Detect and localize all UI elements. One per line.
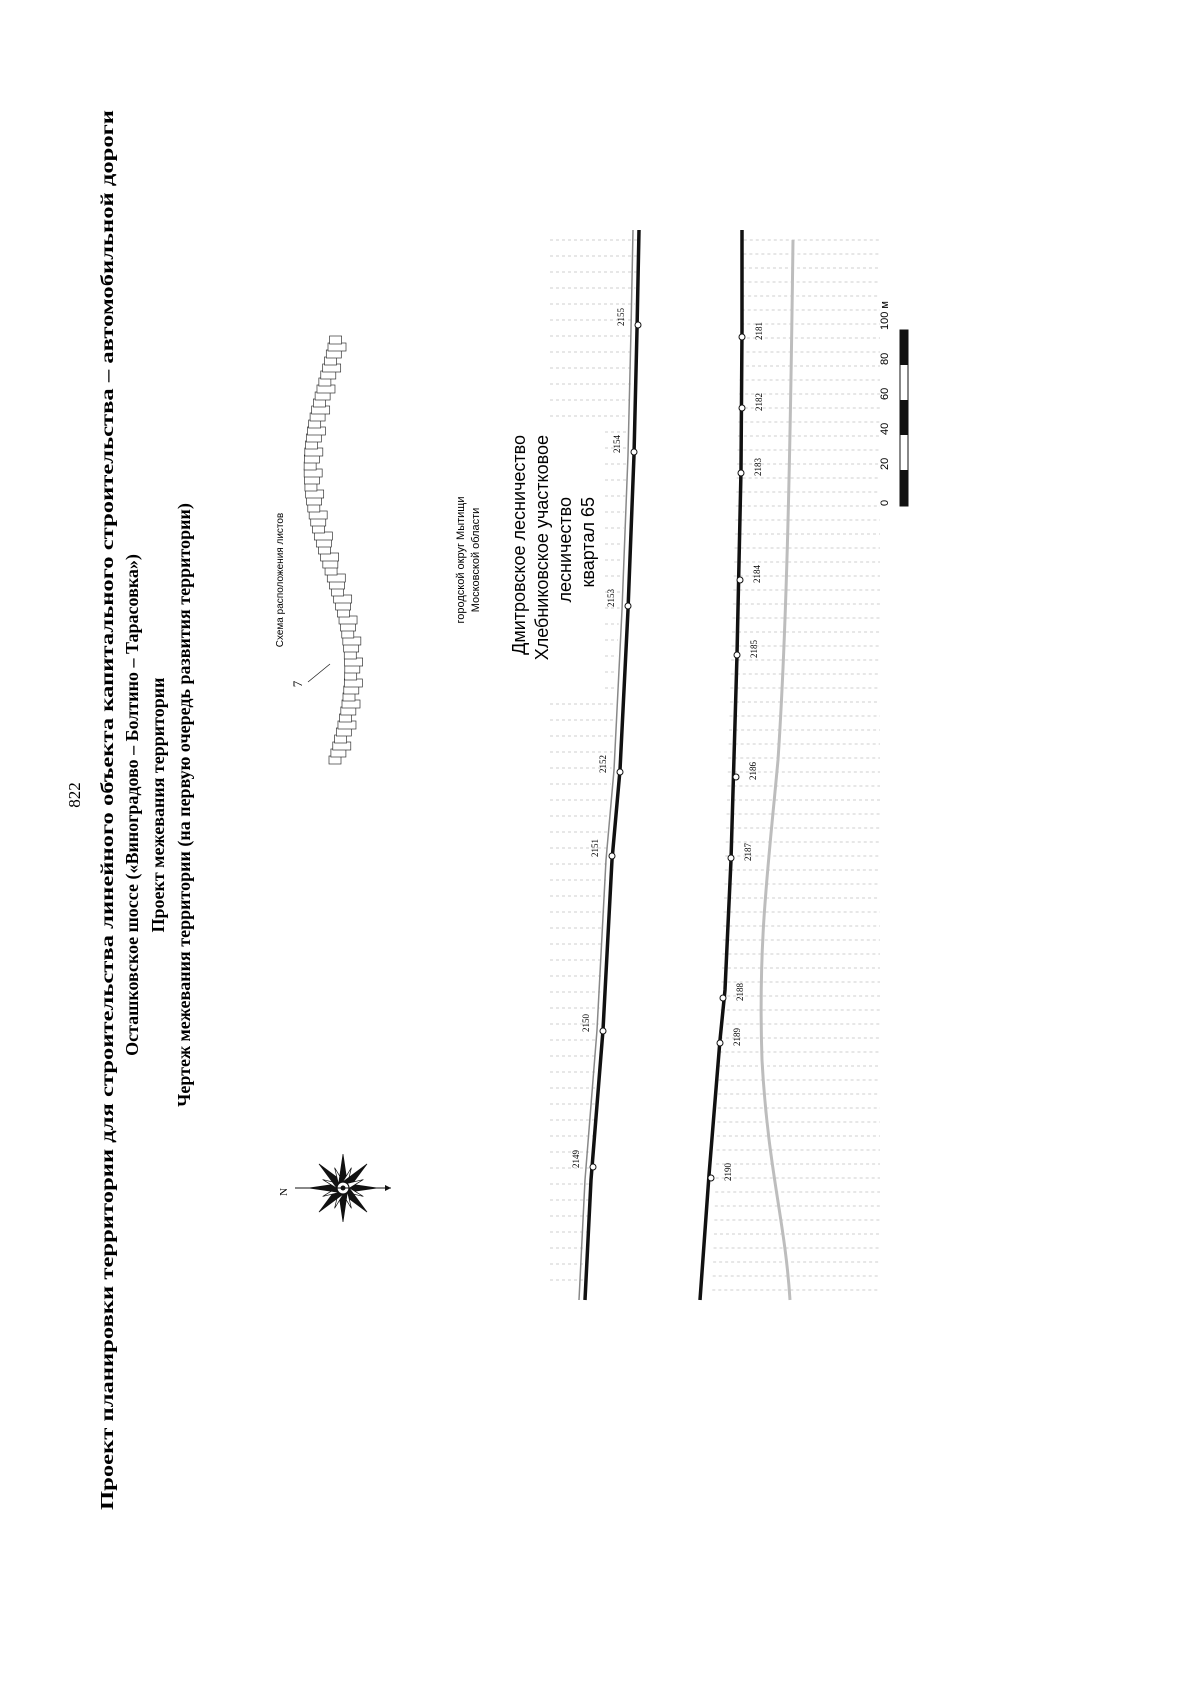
page-number: 822 xyxy=(65,782,84,808)
boundary-point xyxy=(625,603,631,609)
forest-line-1: Дмитровское лесничество xyxy=(509,435,529,655)
title-line-1: Проект планировки территории для строительства линейного объекта капитального строительства – автомобильной дороги xyxy=(97,486,117,1510)
header-block xyxy=(65,110,195,1510)
forest-line-3: лесничество xyxy=(555,497,575,603)
road-edge-line xyxy=(761,240,793,1300)
scale-segment-3 xyxy=(900,400,908,435)
boundary-point xyxy=(631,449,637,455)
boundary-point-label: 2151 xyxy=(590,839,600,857)
inset-label: Схема расположения листов xyxy=(275,512,286,648)
scale-tick-label: 100 м xyxy=(879,301,891,330)
map-area xyxy=(505,230,880,1300)
boundary-point-label: 2188 xyxy=(735,983,745,1001)
district-line-1: городской округ Мытищи xyxy=(455,496,467,624)
sheet-callout-leader xyxy=(308,664,330,682)
forest-line-2: Хлебниковское участковое xyxy=(532,435,552,661)
boundary-point-label: 2155 xyxy=(616,308,626,326)
scale-tick-label: 60 xyxy=(879,387,891,400)
boundary-point xyxy=(733,774,739,780)
boundary-point-label: 2183 xyxy=(753,458,763,476)
north-tip-icon xyxy=(385,1185,391,1191)
boundary-point xyxy=(738,470,744,476)
north-label: N xyxy=(278,1188,290,1196)
scale-tick-label: 0 xyxy=(879,499,891,506)
boundary-point xyxy=(728,855,734,861)
title-line-3: Проект межевания территории xyxy=(148,677,168,933)
north-arrow xyxy=(278,1154,391,1222)
boundary-point-label: 2184 xyxy=(752,565,762,583)
boundary-point-label: 2152 xyxy=(598,755,608,773)
boundary-point xyxy=(635,322,641,328)
scale-tick-label: 40 xyxy=(879,422,891,435)
forest-line-4: квартал 65 xyxy=(578,497,598,588)
scale-tick-labels xyxy=(879,301,891,506)
boundary-point-label: 2185 xyxy=(749,640,759,658)
boundary-point xyxy=(617,769,623,775)
sheet-callout-number: 7 xyxy=(290,680,305,688)
boundary-line-lower xyxy=(700,230,742,1300)
title-line-4: Чертеж межевания территории (на первую очередь развития территории) xyxy=(174,503,194,1107)
boundary-point xyxy=(609,853,615,859)
scale-tick-label: 20 xyxy=(879,457,891,470)
boundary-point-label: 2186 xyxy=(748,762,758,780)
boundary-point-label: 2182 xyxy=(754,393,764,411)
district-label xyxy=(455,497,482,624)
inset-sheet xyxy=(330,336,342,344)
boundary-point xyxy=(734,652,740,658)
boundary-point xyxy=(717,1040,723,1046)
hatch-lower xyxy=(712,240,880,1290)
title-line-2: Осташковское шоссе («Виноградово – Болтино – Тарасовка») xyxy=(122,554,142,1056)
scale-bar xyxy=(879,301,908,506)
boundary-point-label: 2190 xyxy=(723,1163,733,1181)
boundary-point-label: 2154 xyxy=(612,435,622,453)
boundary-point-label: 2149 xyxy=(571,1150,581,1168)
boundary-point xyxy=(600,1028,606,1034)
scale-segment-5 xyxy=(900,330,908,365)
boundary-point xyxy=(737,577,743,583)
boundary-point-label: 2187 xyxy=(743,843,753,861)
scale-tick-label: 80 xyxy=(879,352,891,365)
scale-segment-1 xyxy=(900,470,908,506)
boundary-line-upper xyxy=(585,230,639,1300)
boundary-point xyxy=(739,405,745,411)
boundary-point xyxy=(590,1164,596,1170)
boundary-point xyxy=(739,334,745,340)
boundary-point-label: 2150 xyxy=(581,1014,591,1032)
sheet-layout-inset xyxy=(275,336,363,764)
sheet-chain xyxy=(304,336,363,764)
district-line-2: Московской области xyxy=(470,507,482,613)
boundary-point-label: 2181 xyxy=(754,322,764,340)
boundary-point-label: 2153 xyxy=(606,589,616,607)
boundary-point xyxy=(708,1175,714,1181)
boundary-point xyxy=(720,995,726,1001)
boundary-point-label: 2189 xyxy=(732,1028,742,1046)
